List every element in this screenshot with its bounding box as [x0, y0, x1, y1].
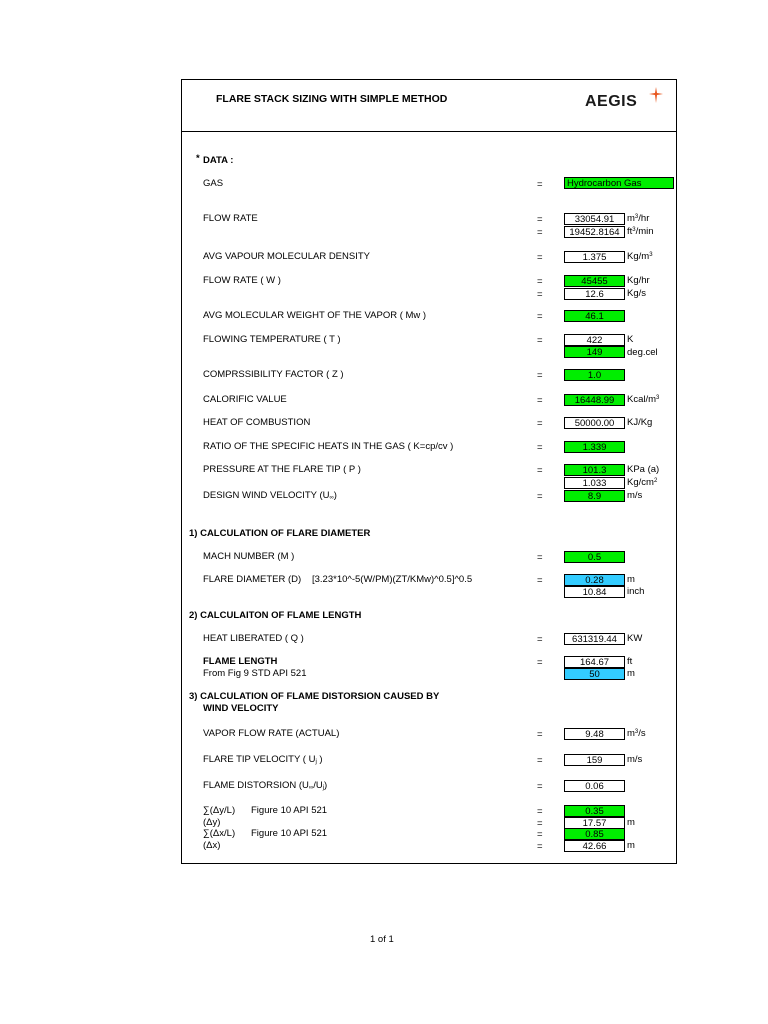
flame-length-ft-value[interactable]: 164.67 — [564, 656, 625, 668]
logo-text: AEGIS — [585, 93, 638, 110]
sum-dx-value[interactable]: 0.85 — [564, 828, 625, 840]
logo-star-icon — [649, 87, 663, 103]
flame-length-m-unit: m — [627, 668, 635, 679]
equals-sign: = — [537, 575, 543, 586]
pressure-label: PRESSURE AT THE FLARE TIP ( P ) — [203, 464, 361, 475]
equals-sign: = — [537, 465, 543, 476]
dx-unit: m — [627, 840, 635, 851]
unit-base: m — [627, 728, 635, 739]
mw-value[interactable]: 46.1 — [564, 310, 625, 322]
header-divider — [181, 131, 677, 132]
flow-rate-ft3min-unit — [627, 226, 654, 238]
wind-velocity-label — [203, 490, 337, 502]
equals-sign: = — [537, 818, 543, 829]
unit-base: m — [627, 213, 635, 224]
label-base: DESIGN WIND VELOCITY (U — [203, 490, 330, 501]
sum-dx-label: ∑(Δx/L) — [203, 828, 236, 839]
equals-sign: = — [537, 829, 543, 840]
section2-title: 2) CALCULAITON OF FLAME LENGTH — [189, 610, 362, 621]
mach-label: MACH NUMBER (M ) — [203, 551, 295, 562]
flare-diameter-label: FLARE DIAMETER (D) — [203, 574, 302, 585]
equals-sign: = — [537, 370, 543, 381]
z-value[interactable]: 1.0 — [564, 369, 625, 381]
flare-diameter-m-value[interactable]: 0.28 — [564, 574, 625, 586]
vapor-flow-unit — [627, 728, 646, 740]
flame-length-reference: From Fig 9 STD API 521 — [203, 668, 307, 679]
k-ratio-label: RATIO OF THE SPECIFIC HEATS IN THE GAS ( K=cp/cv ) — [203, 441, 454, 452]
unit-sup: 3 — [634, 214, 639, 220]
dx-label: (Δx) — [203, 840, 221, 851]
temperature-k-value[interactable]: 422 — [564, 334, 625, 346]
label-tail: ) — [333, 490, 337, 501]
flow-rate-m3hr-unit — [627, 213, 649, 225]
label-tail: ) — [316, 754, 323, 765]
section3-title: 3) CALCULATION OF FLAME DISTORSION CAUSED BY — [189, 691, 440, 702]
flow-rate-w-kghr-unit: Kg/hr — [627, 275, 650, 286]
dy-unit: m — [627, 817, 635, 828]
density-unit — [627, 251, 653, 263]
gas-value[interactable]: Hydrocarbon Gas — [564, 177, 674, 189]
flare-diameter-inch-unit: inch — [627, 586, 645, 597]
flame-length-label: FLAME LENGTH — [203, 656, 278, 667]
unit-tail: /min — [635, 226, 654, 237]
flame-length-ft-unit: ft — [627, 656, 633, 667]
temperature-c-value[interactable]: 149 — [564, 346, 625, 358]
unit-sup: 3 — [632, 227, 636, 233]
equals-sign: = — [537, 276, 543, 287]
unit-base: Kg/m — [627, 251, 650, 262]
temperature-c-unit: deg.cel — [627, 347, 658, 358]
sum-dx-reference: Figure 10 API 521 — [251, 828, 328, 839]
flare-diameter-inch-value[interactable]: 10.84 — [564, 586, 625, 598]
heat-combustion-unit: KJ/Kg — [627, 417, 653, 428]
equals-sign: = — [537, 552, 543, 563]
equals-sign: = — [537, 252, 543, 263]
pressure-kpa-value[interactable]: 101.3 — [564, 464, 625, 476]
label-sub: ∞ — [329, 495, 334, 501]
equals-sign: = — [537, 806, 543, 817]
dy-value[interactable]: 17.57 — [564, 817, 625, 829]
page-number: 1 of 1 — [370, 934, 394, 945]
equals-sign: = — [537, 227, 543, 238]
equals-sign: = — [537, 311, 543, 322]
heat-liberated-unit: KW — [627, 633, 643, 644]
dy-label: (Δy) — [203, 817, 221, 828]
data-bullet: * — [196, 153, 200, 164]
flow-rate-w-label: FLOW RATE ( W ) — [203, 275, 281, 286]
equals-sign: = — [537, 657, 543, 668]
sum-dy-reference: Figure 10 API 521 — [251, 805, 328, 816]
equals-sign: = — [537, 634, 543, 645]
label-tail: ) — [324, 780, 328, 791]
unit-tail: /s — [638, 728, 646, 739]
flow-rate-m3hr-value[interactable]: 33054.91 — [564, 213, 625, 225]
equals-sign: = — [537, 395, 543, 406]
mw-label: AVG MOLECULAR WEIGHT OF THE VAPOR ( Mw ) — [203, 310, 427, 321]
unit-base: Kcal/m — [627, 394, 657, 405]
label-sub: ∞ — [308, 785, 314, 791]
flow-rate-w-kghr-value[interactable]: 45455 — [564, 275, 625, 287]
equals-sign: = — [537, 491, 543, 502]
temperature-k-unit: K — [627, 334, 634, 345]
label-base: FLAME DISTORSION (U — [203, 780, 309, 791]
unit-sup: 3 — [649, 252, 653, 258]
z-label: COMPRSSIBILITY FACTOR ( Z ) — [203, 369, 344, 380]
unit-sup: 2 — [653, 478, 658, 484]
section1-title: 1) CALCULATION OF FLARE DIAMETER — [189, 528, 371, 539]
pressure-kpa-unit: KPa (a) — [627, 464, 660, 475]
unit-base: ft — [627, 226, 633, 237]
flow-rate-ft3min-value[interactable]: 19452.8164 — [564, 226, 625, 238]
section3-title-line2: WIND VELOCITY — [203, 703, 279, 714]
flame-distorsion-label — [203, 780, 327, 792]
label-sub: j — [315, 759, 317, 765]
label-mid: /U — [313, 780, 323, 791]
aegis-logo — [585, 93, 637, 111]
label-sub: j — [322, 785, 325, 791]
calorific-label: CALORIFIC VALUE — [203, 394, 287, 405]
flame-distorsion-value[interactable]: 0.06 — [564, 780, 625, 792]
flare-diameter-m-unit: m — [627, 574, 635, 585]
page-title: FLARE STACK SIZING WITH SIMPLE METHOD — [216, 93, 448, 105]
equals-sign: = — [537, 335, 543, 346]
heat-combustion-label: HEAT OF COMBUSTION — [203, 417, 311, 428]
flow-rate-w-kgs-unit: Kg/s — [627, 288, 647, 299]
label-base: FLARE TIP VELOCITY ( U — [203, 754, 316, 765]
equals-sign: = — [537, 841, 543, 852]
flame-length-m-value[interactable]: 50 — [564, 668, 625, 680]
density-label: AVG VAPOUR MOLECULAR DENSITY — [203, 251, 370, 262]
tip-velocity-label — [203, 754, 323, 766]
k-ratio-value[interactable]: 1.339 — [564, 441, 625, 453]
dx-value[interactable]: 42.66 — [564, 840, 625, 852]
heat-liberated-label: HEAT LIBERATED ( Q ) — [203, 633, 304, 644]
equals-sign: = — [537, 442, 543, 453]
data-section-label: DATA : — [203, 155, 234, 166]
density-value[interactable]: 1.375 — [564, 251, 625, 263]
pressure-kgcm2-value[interactable]: 1.033 — [564, 477, 625, 489]
heat-combustion-value[interactable]: 50000.00 — [564, 417, 625, 429]
unit-sup: 3 — [656, 395, 660, 401]
vapor-flow-value[interactable]: 9.48 — [564, 728, 625, 740]
temperature-label: FLOWING TEMPERATURE ( T ) — [203, 334, 341, 345]
wind-velocity-unit: m/s — [627, 490, 643, 501]
sum-dy-label: ∑(Δy/L) — [203, 805, 236, 816]
unit-base: Kg/cm — [627, 477, 654, 488]
equals-sign: = — [537, 781, 543, 792]
unit-sup: 3 — [634, 729, 639, 735]
mach-value[interactable]: 0.5 — [564, 551, 625, 563]
tip-velocity-unit: m/s — [627, 754, 643, 765]
heat-liberated-value[interactable]: 631319.44 — [564, 633, 625, 645]
tip-velocity-value[interactable]: 159 — [564, 754, 625, 766]
equals-sign: = — [537, 729, 543, 740]
flow-rate-w-kgs-value[interactable]: 12.6 — [564, 288, 625, 300]
flow-rate-label: FLOW RATE — [203, 213, 258, 224]
equals-sign: = — [537, 289, 543, 300]
flare-diameter-formula: [3.23*10^-5(W/PM)(ZT/KMw)^0.5]^0.5 — [312, 574, 473, 585]
equals-sign: = — [537, 755, 543, 766]
wind-velocity-value[interactable]: 8.9 — [564, 490, 625, 502]
equals-sign: = — [537, 418, 543, 429]
calorific-value[interactable]: 16448.99 — [564, 394, 625, 406]
gas-label: GAS — [203, 178, 224, 189]
unit-tail: /hr — [638, 213, 650, 224]
pressure-kgcm2-unit — [627, 477, 657, 489]
calorific-unit — [627, 394, 659, 406]
sum-dy-value[interactable]: 0.35 — [564, 805, 625, 817]
equals-sign: = — [537, 179, 543, 190]
vapor-flow-label: VAPOR FLOW RATE (ACTUAL) — [203, 728, 340, 739]
equals-sign: = — [537, 214, 543, 225]
